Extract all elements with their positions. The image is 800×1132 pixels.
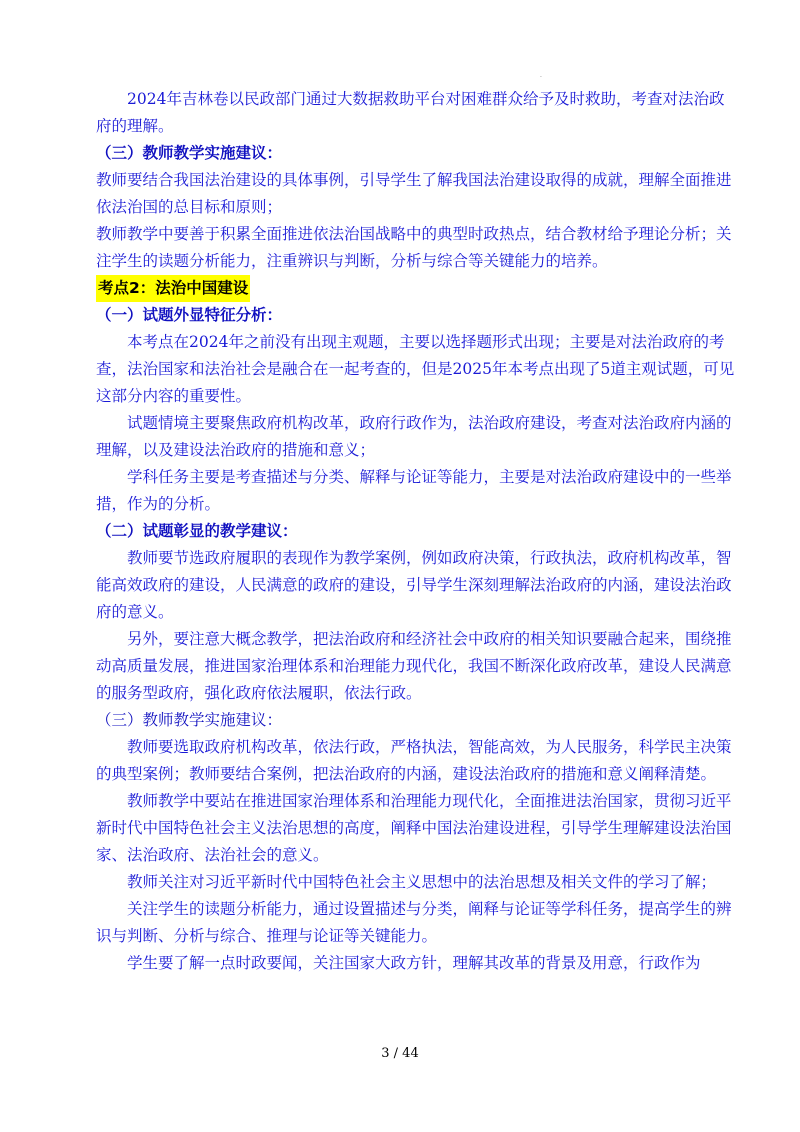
section-heading: （三）教师教学实施建议： — [96, 144, 283, 162]
paragraph: 学科任务主要是考查描述与分类、解释与论证等能力，主要是对法治政府建设中的一些举措，作为的分析。 — [96, 468, 732, 513]
paragraph: 教师要结合我国法治建设的具体事例，引导学生了解我国法治建设取得的成就，理解全面推进依法治国的总目标和原则； — [96, 171, 732, 216]
page-number: 3 / 44 — [381, 1046, 419, 1061]
paragraph: 教师关注对习近平新时代中国特色社会主义思想中的法治思想及相关文件的学习了解； — [127, 873, 717, 891]
section-heading: （二）试题彰显的教学建议： — [96, 522, 298, 540]
paragraph: 学生要了解一点时政要闻，关注国家大政方针，理解其改革的背景及用意，行政作为 — [127, 954, 701, 972]
speck-mark: . — [540, 72, 542, 79]
paragraph: 关注学生的读题分析能力，通过设置描述与分类，阐释与论证等学科任务，提高学生的辨识与判断、分析与综合、推理与论证等关键能力。 — [96, 900, 732, 945]
paragraph: 另外，要注意大概念教学，把法治政府和经济社会中政府的相关知识要融合起来，围绕推动高质量发展，推进国家治理体系和治理能力现代化，我国不断深化政府改革，建设人民满意的服务型政府，强化政府依法履职，依法行政。 — [96, 630, 732, 702]
paragraph: 本考点在2024年之前没有出现主观题，主要以选择题形式出现；主要是对法治政府的考查，法治国家和法治社会是融合在一起考查的，但是2025年本考点出现了5道主观试题，可见这部分内容的重要性。 — [96, 333, 735, 405]
kaodian-heading-line — [96, 275, 736, 302]
paragraph: 2024年吉林卷以民政部门通过大数据救助平台对困难群众给予及时救助，考查对法治政府的理解。 — [96, 90, 725, 135]
section-heading: （一）试题外显特征分析： — [96, 306, 283, 324]
paragraph: 教师教学中要善于积累全面推进依法治国战略中的典型时政热点，结合教材给予理论分析；关注学生的读题分析能力，注重辨识与判断，分析与综合等关键能力的培养。 — [96, 225, 732, 270]
kaodian-heading: 考点2：法治中国建设 — [96, 275, 250, 302]
paragraph: 试题情境主要聚焦政府机构改革，政府行政作为，法治政府建设，考查对法治政府内涵的理解，以及建设法治政府的措施和意义； — [96, 414, 732, 459]
document-body — [96, 86, 736, 977]
paragraph: 教师教学中要站在推进国家治理体系和治理能力现代化，全面推进法治国家，贯彻习近平新时代中国特色社会主义法治思想的高度，阐释中国法治建设进程，引导学生理解建设法治国家、法治政府、法治社会的意义。 — [96, 792, 732, 864]
paragraph: 教师要选取政府机构改革，依法行政，严格执法，智能高效，为人民服务，科学民主决策的典型案例；教师要结合案例，把法治政府的内涵，建设法治政府的措施和意义阐释清楚。 — [96, 738, 732, 783]
section-heading: （三）教师教学实施建议： — [96, 711, 283, 729]
paragraph: 教师要节选政府履职的表现作为教学案例，例如政府决策，行政执法，政府机构改革，智能高效政府的建设，人民满意的政府的建设，引导学生深刻理解法治政府的内涵，建设法治政府的意义。 — [96, 549, 732, 621]
